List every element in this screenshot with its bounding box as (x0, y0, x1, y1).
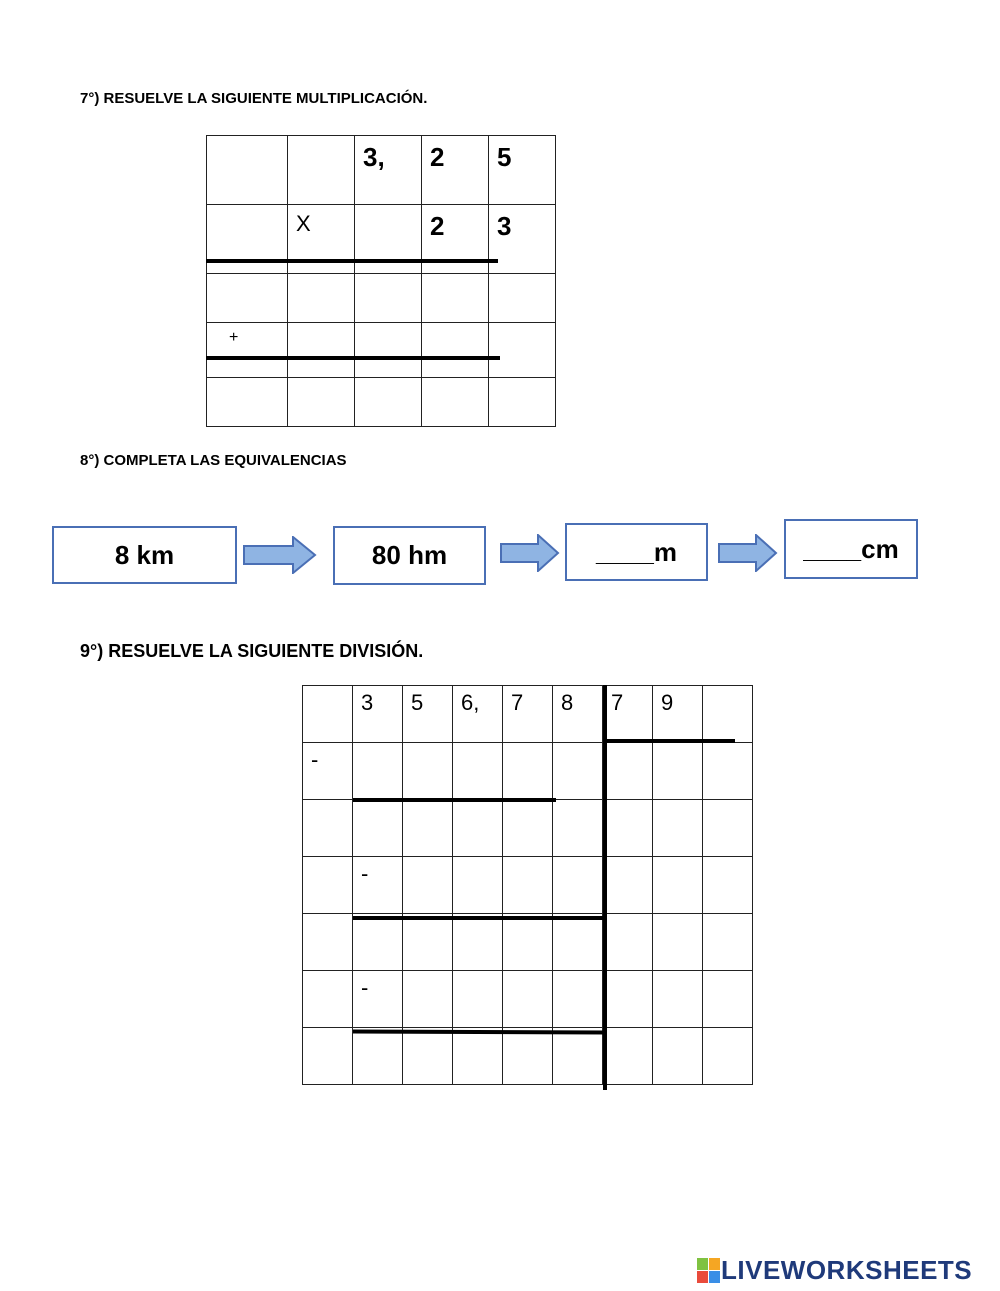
quotient-cell[interactable] (653, 743, 703, 800)
div-cell[interactable] (453, 857, 503, 914)
div-cell[interactable] (403, 1028, 453, 1085)
div-cell[interactable] (453, 914, 503, 971)
div-cell[interactable] (353, 1028, 403, 1085)
div-cell[interactable] (653, 914, 703, 971)
mult-cell[interactable] (207, 205, 288, 274)
dividend-digit: 8 (553, 686, 603, 743)
mult-cell[interactable] (355, 205, 422, 274)
mult-cell-given: 3, (355, 136, 422, 205)
div-cell[interactable] (603, 914, 653, 971)
div-cell[interactable] (353, 800, 403, 857)
minus-sign: - (303, 743, 353, 800)
mult-answer-cell[interactable] (489, 323, 556, 378)
dividend-digit: 7 (503, 686, 553, 743)
div-cell[interactable] (453, 743, 503, 800)
minus-sign: - (353, 971, 403, 1028)
div-cell[interactable] (553, 1028, 603, 1085)
mult-answer-cell[interactable] (422, 323, 489, 378)
equivalence-box-m[interactable]: ____m (565, 523, 708, 581)
div-cell[interactable] (703, 686, 753, 743)
mult-answer-cell[interactable] (288, 323, 355, 378)
div-cell[interactable] (553, 800, 603, 857)
minus-sign: - (353, 857, 403, 914)
div-cell[interactable] (303, 800, 353, 857)
division-vertical-bar (603, 685, 607, 1090)
subtraction-rule (353, 798, 556, 802)
div-cell[interactable] (653, 800, 703, 857)
div-cell[interactable] (603, 857, 653, 914)
div-cell[interactable] (653, 857, 703, 914)
arrow-right-icon (718, 534, 778, 572)
div-cell[interactable] (403, 971, 453, 1028)
quotient-cell[interactable] (603, 743, 653, 800)
equivalence-box-hm: 80 hm (333, 526, 486, 585)
div-cell[interactable] (303, 971, 353, 1028)
question-9-heading: 9°) RESUELVE LA SIGUIENTE DIVISIÓN. (80, 641, 424, 661)
div-cell[interactable] (353, 914, 403, 971)
div-cell[interactable] (353, 743, 403, 800)
plus-sign: + (207, 323, 288, 378)
logo-blocks-icon (697, 1258, 721, 1284)
dividend-digit: 3 (353, 686, 403, 743)
multiplication-grid (206, 135, 556, 427)
times-sign: X (288, 205, 355, 274)
liveworksheets-logo (697, 1255, 972, 1286)
div-cell[interactable] (303, 686, 353, 743)
div-cell[interactable] (603, 800, 653, 857)
div-cell[interactable] (603, 1028, 653, 1085)
mult-cell-given: 3 (489, 205, 556, 274)
dividend-digit: 6, (453, 686, 503, 743)
divisor-digit: 7 (603, 686, 653, 743)
div-cell[interactable] (503, 800, 553, 857)
div-cell[interactable] (453, 971, 503, 1028)
div-cell[interactable] (703, 857, 753, 914)
div-cell[interactable] (303, 914, 353, 971)
div-cell[interactable] (553, 743, 603, 800)
div-cell[interactable] (603, 971, 653, 1028)
mult-answer-cell[interactable] (355, 323, 422, 378)
div-cell[interactable] (503, 914, 553, 971)
quotient-rule (605, 739, 735, 743)
mult-answer-cell[interactable] (355, 274, 422, 323)
div-cell[interactable] (703, 971, 753, 1028)
mult-product-rule (206, 259, 498, 263)
div-cell[interactable] (703, 1028, 753, 1085)
mult-cell[interactable] (288, 136, 355, 205)
div-cell[interactable] (653, 971, 703, 1028)
div-cell[interactable] (503, 971, 553, 1028)
div-cell[interactable] (703, 800, 753, 857)
mult-cell-given: 2 (422, 205, 489, 274)
mult-answer-cell[interactable] (422, 378, 489, 427)
equivalence-box-km: 8 km (52, 526, 237, 584)
divisor-digit: 9 (653, 686, 703, 743)
mult-sum-rule (206, 356, 500, 360)
logo-text: LIVEWORKSHEETS (721, 1255, 973, 1285)
mult-answer-cell[interactable] (207, 274, 288, 323)
div-cell[interactable] (303, 857, 353, 914)
div-cell[interactable] (453, 1028, 503, 1085)
dividend-digit: 5 (403, 686, 453, 743)
div-cell[interactable] (503, 857, 553, 914)
equivalence-box-cm[interactable]: ____cm (784, 519, 918, 579)
arrow-right-icon (500, 534, 560, 572)
div-cell[interactable] (403, 914, 453, 971)
div-cell[interactable] (453, 800, 503, 857)
div-cell[interactable] (553, 857, 603, 914)
mult-answer-cell[interactable] (422, 274, 489, 323)
div-cell[interactable] (553, 971, 603, 1028)
subtraction-rule (353, 916, 603, 920)
mult-answer-cell[interactable] (355, 378, 422, 427)
mult-answer-cell[interactable] (207, 378, 288, 427)
quotient-cell[interactable] (703, 743, 753, 800)
div-cell[interactable] (503, 1028, 553, 1085)
div-cell[interactable] (403, 743, 453, 800)
div-cell[interactable] (403, 857, 453, 914)
mult-answer-cell[interactable] (489, 274, 556, 323)
mult-answer-cell[interactable] (288, 274, 355, 323)
div-cell[interactable] (303, 1028, 353, 1085)
mult-cell[interactable] (207, 136, 288, 205)
div-cell[interactable] (403, 800, 453, 857)
question-8-heading: 8°) COMPLETA LAS EQUIVALENCIAS (80, 452, 347, 469)
div-cell[interactable] (553, 914, 603, 971)
mult-cell-given: 5 (489, 136, 556, 205)
mult-answer-cell[interactable] (288, 378, 355, 427)
div-cell[interactable] (503, 743, 553, 800)
arrow-right-icon (243, 536, 317, 574)
division-grid (302, 685, 753, 1085)
question-7-heading: 7°) RESUELVE LA SIGUIENTE MULTIPLICACIÓN. (80, 90, 428, 107)
mult-cell-given: 2 (422, 136, 489, 205)
mult-answer-cell[interactable] (489, 378, 556, 427)
div-cell[interactable] (653, 1028, 703, 1085)
div-cell[interactable] (703, 914, 753, 971)
